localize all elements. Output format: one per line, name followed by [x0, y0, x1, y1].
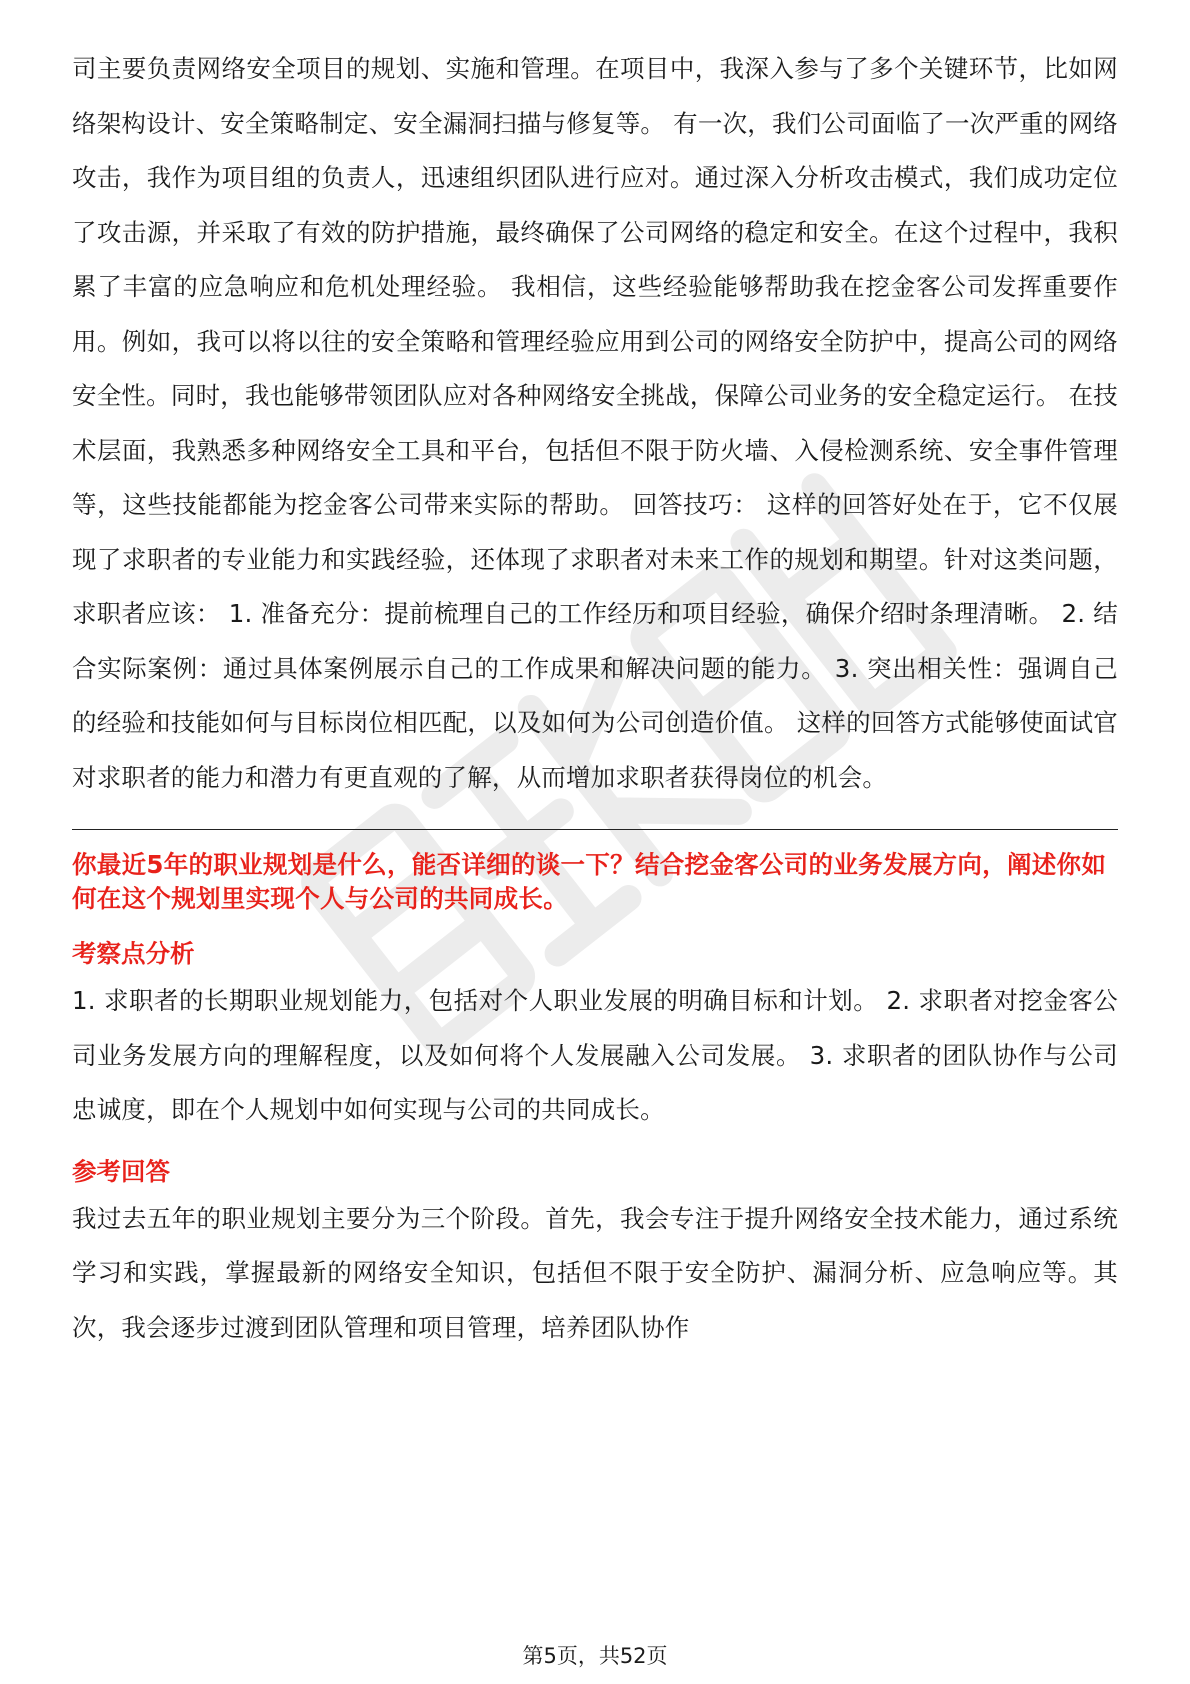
section-divider — [72, 829, 1118, 830]
analysis-text: 1. 求职者的长期职业规划能力，包括对个人职业发展的明确目标和计划。 2. 求职者对挖金客公司业务发展方向的理解程度，以及如何将个人发展融入公司发展。 3. 求职者的团队协作与公司忠诚度，即在个人规划中如何实现与公司的共同成长。 — [72, 986, 1118, 1124]
main-content — [72, 42, 1118, 1355]
analysis-heading: 考察点分析 — [72, 939, 195, 968]
answer-heading: 参考回答 — [72, 1156, 170, 1186]
answer-text: 我过去五年的职业规划主要分为三个阶段。首先，我会专注于提升网络安全技术能力，通过系统学习和实践，掌握最新的网络安全知识，包括但不限于安全防护、漏洞分析、应急响应等。其次，我会逐步过渡到团队管理和项目管理，培养团队协作 — [72, 1203, 1118, 1342]
interview-question: 你最近5年的职业规划是什么，能否详细的谈一下？结合挖金客公司的业务发展方向，阐述你如何在这个规划里实现个人与公司的共同成长。 — [72, 850, 1107, 913]
page-number-footer: 第5页，共52页 — [522, 1644, 668, 1668]
body-paragraph-previous-answer: 司主要负责网络安全项目的规划、实施和管理。在项目中，我深入参与了多个关键环节，比如网络架构设计、安全策略制定、安全漏洞扫描与修复等。 有一次，我们公司面临了一次严重的网络攻击，我作为项目组的负责人，迅速组织团队进行应对。通过深入分析攻击模式，我们成功定位了攻击源，并采取了有效的防护措施，最终确保了公司网络的稳定和安全。在这个过程中，我积累了丰富的应急响应和危机处理经验。 我相信，这些经验能够帮助我在挖金客公司发挥重要作用。例如，我可以将以往的安全策略和管理经验应用到公司的网络安全防护中，提高公司的网络安全性。同时，我也能够带领团队应对各种网络安全挑战，保障公司业务的安全稳定运行。 在技术层面，我熟悉多种网络安全工具和平台，包括但不限于防火墙、入侵检测系统、安全事件管理等，这些技能都能为挖金客公司带来实际的帮助。 回答技巧： 这样的回答好处在于，它不仅展现了求职者的专业能力和实践经验，还体现了求职者对未来工作的规划和期望。针对这类问题，求职者应该： 1. 准备充分：提前梳理自己的工作经历和项目经验，确保介绍时条理清晰。 2. 结合实际案例：通过具体案例展示自己的工作成果和解决问题的能力。 3. 突出相关性：强调自己的经验和技能如何与目标岗位相匹配，以及如何为公司创造价值。 这样的回答方式能够使面试官对求职者的能力和潜力有更直观的了解，从而增加求职者获得岗位的机会。 — [72, 54, 1118, 792]
